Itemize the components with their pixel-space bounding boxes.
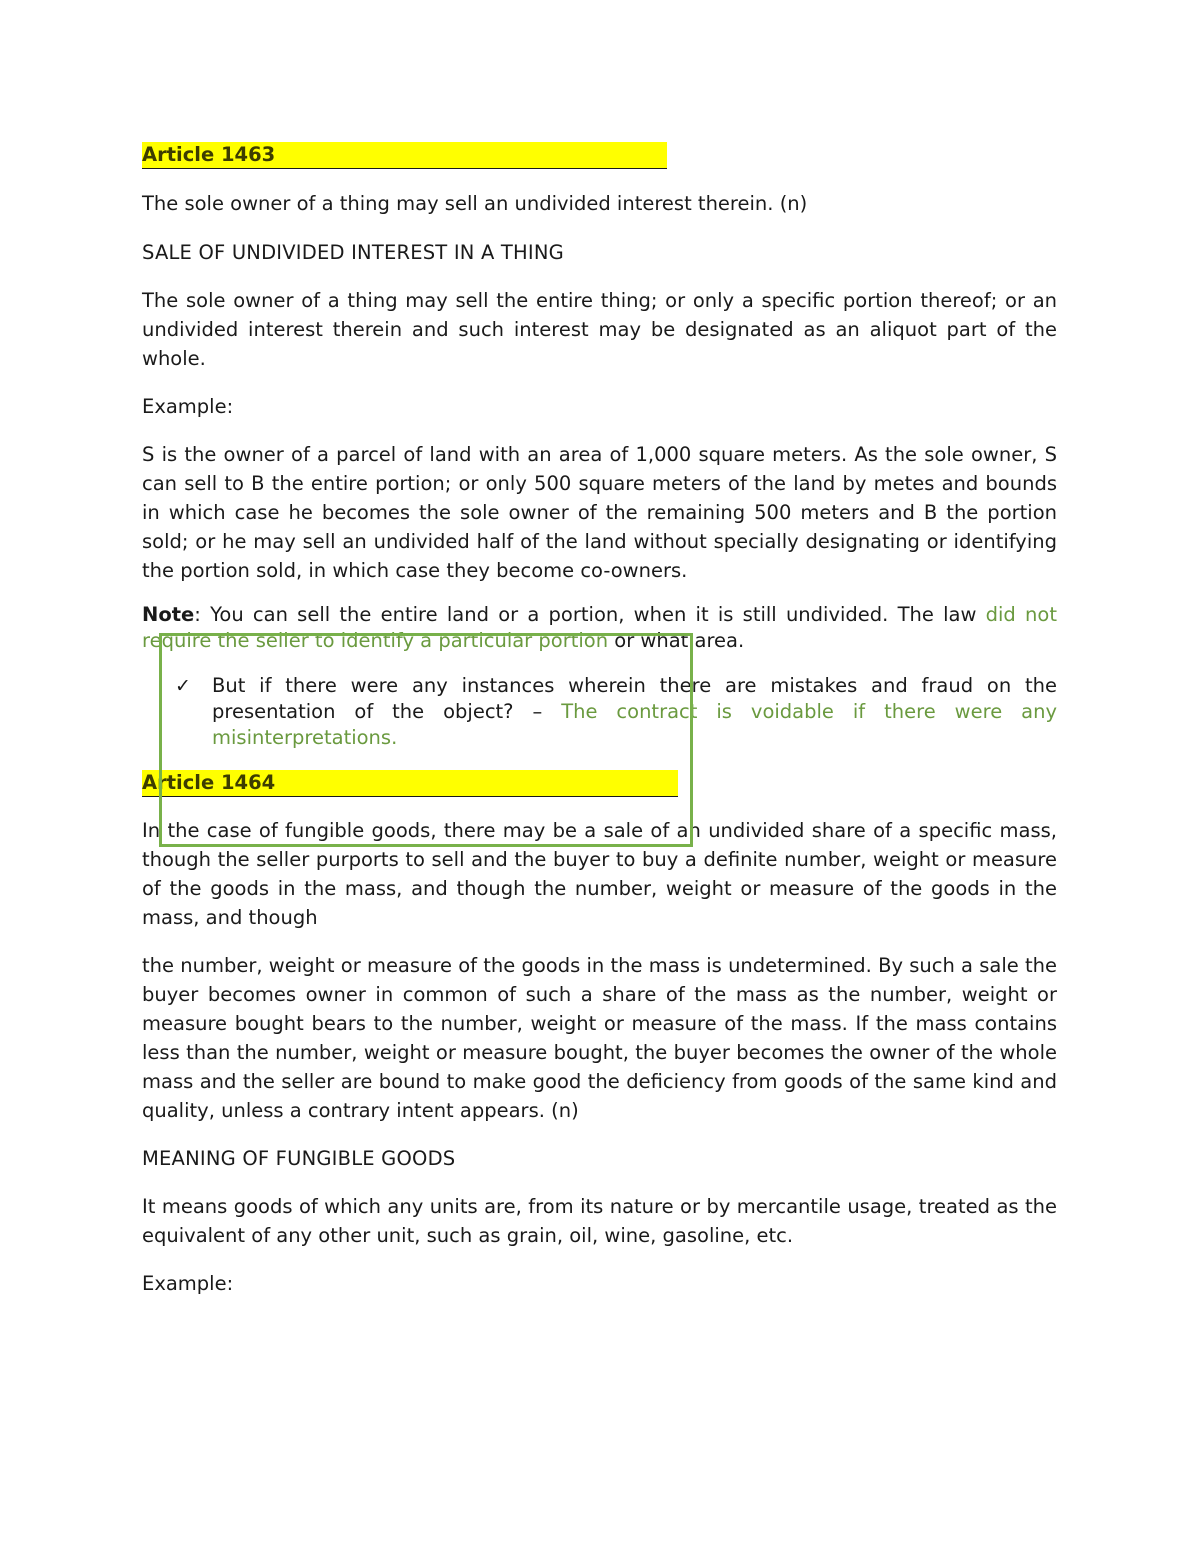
note-bullet-question: But if there were any instances wherein there are mistakes and fraud on the presentation of the object? – bbox=[212, 674, 1057, 723]
section-title-undivided-interest: SALE OF UNDIVIDED INTEREST IN A THING bbox=[142, 241, 564, 264]
article-1464-heading: Article 1464 bbox=[142, 770, 678, 797]
note-bullet-answer: The contract is voidable if there were any misinterpretations. bbox=[212, 700, 1057, 749]
note-text-green: did not require the seller to identify a particular portion bbox=[142, 603, 1057, 652]
article-1463-heading: Article 1463 bbox=[142, 142, 667, 169]
article-1464-text-part1: In the case of fungible goods, there may be a sale of an undivided share of a specific mass, though the seller purports to sell and the buyer to buy a definite number, weight or measure of the goods in the mass, and though the number, weight or measure of the goods in the mass, and though bbox=[142, 819, 1057, 929]
section-title-fungible-goods: MEANING OF FUNGIBLE GOODS bbox=[142, 1147, 456, 1170]
undivided-interest-paragraph: The sole owner of a thing may sell the entire thing; or only a specific portion thereof; or an undivided interest therein and such interest may be designated as an aliquot part of the whole. bbox=[142, 289, 1057, 370]
note-bullet-text bbox=[212, 673, 1057, 751]
note-bullet bbox=[142, 673, 1057, 751]
fungible-goods-paragraph: It means goods of which any units are, from its nature or by mercantile usage, treated as the equivalent of any other unit, such as grain, oil, wine, gasoline, etc. bbox=[142, 1195, 1057, 1247]
checkmark-icon: ✓ bbox=[175, 675, 191, 697]
note-text-part1: : You can sell the entire land or a portion, when it is still undivided. The law bbox=[194, 603, 986, 626]
example-paragraph-1: S is the owner of a parcel of land with an area of 1,000 square meters. As the sole owner, S can sell to B the entire portion; or only 500 square meters of the land by metes and bounds in which case he becomes the sole owner of the remaining 500 meters and B the portion sold; or he may sell an undivided half of the land without specially designating or identifying the portion sold, in which case they become co-owners. bbox=[142, 443, 1057, 582]
example-label-2: Example: bbox=[142, 1272, 234, 1295]
article-1463-text: The sole owner of a thing may sell an undivided interest therein. (n) bbox=[142, 192, 808, 215]
article-1464-heading-row bbox=[142, 768, 1057, 797]
document-page bbox=[142, 138, 1057, 1298]
article-1463-heading-row bbox=[142, 140, 1057, 169]
note-label: Note bbox=[142, 603, 195, 626]
example-label-1: Example: bbox=[142, 395, 234, 418]
article-1464-text-part2: the number, weight or measure of the goods in the mass is undetermined. By such a sale the buyer becomes owner in common of such a share of the mass as the number, weight or measure bought bears to the number, weight or measure of the mass. If the mass contains less than the number, weight or measure bought, the buyer becomes the owner of the whole mass and the seller are bound to make good the deficiency from goods of the same kind and quality, unless a contrary intent appears. (n) bbox=[142, 954, 1057, 1122]
note-text-part2: or what area. bbox=[608, 629, 745, 652]
note-paragraph bbox=[142, 602, 1057, 654]
